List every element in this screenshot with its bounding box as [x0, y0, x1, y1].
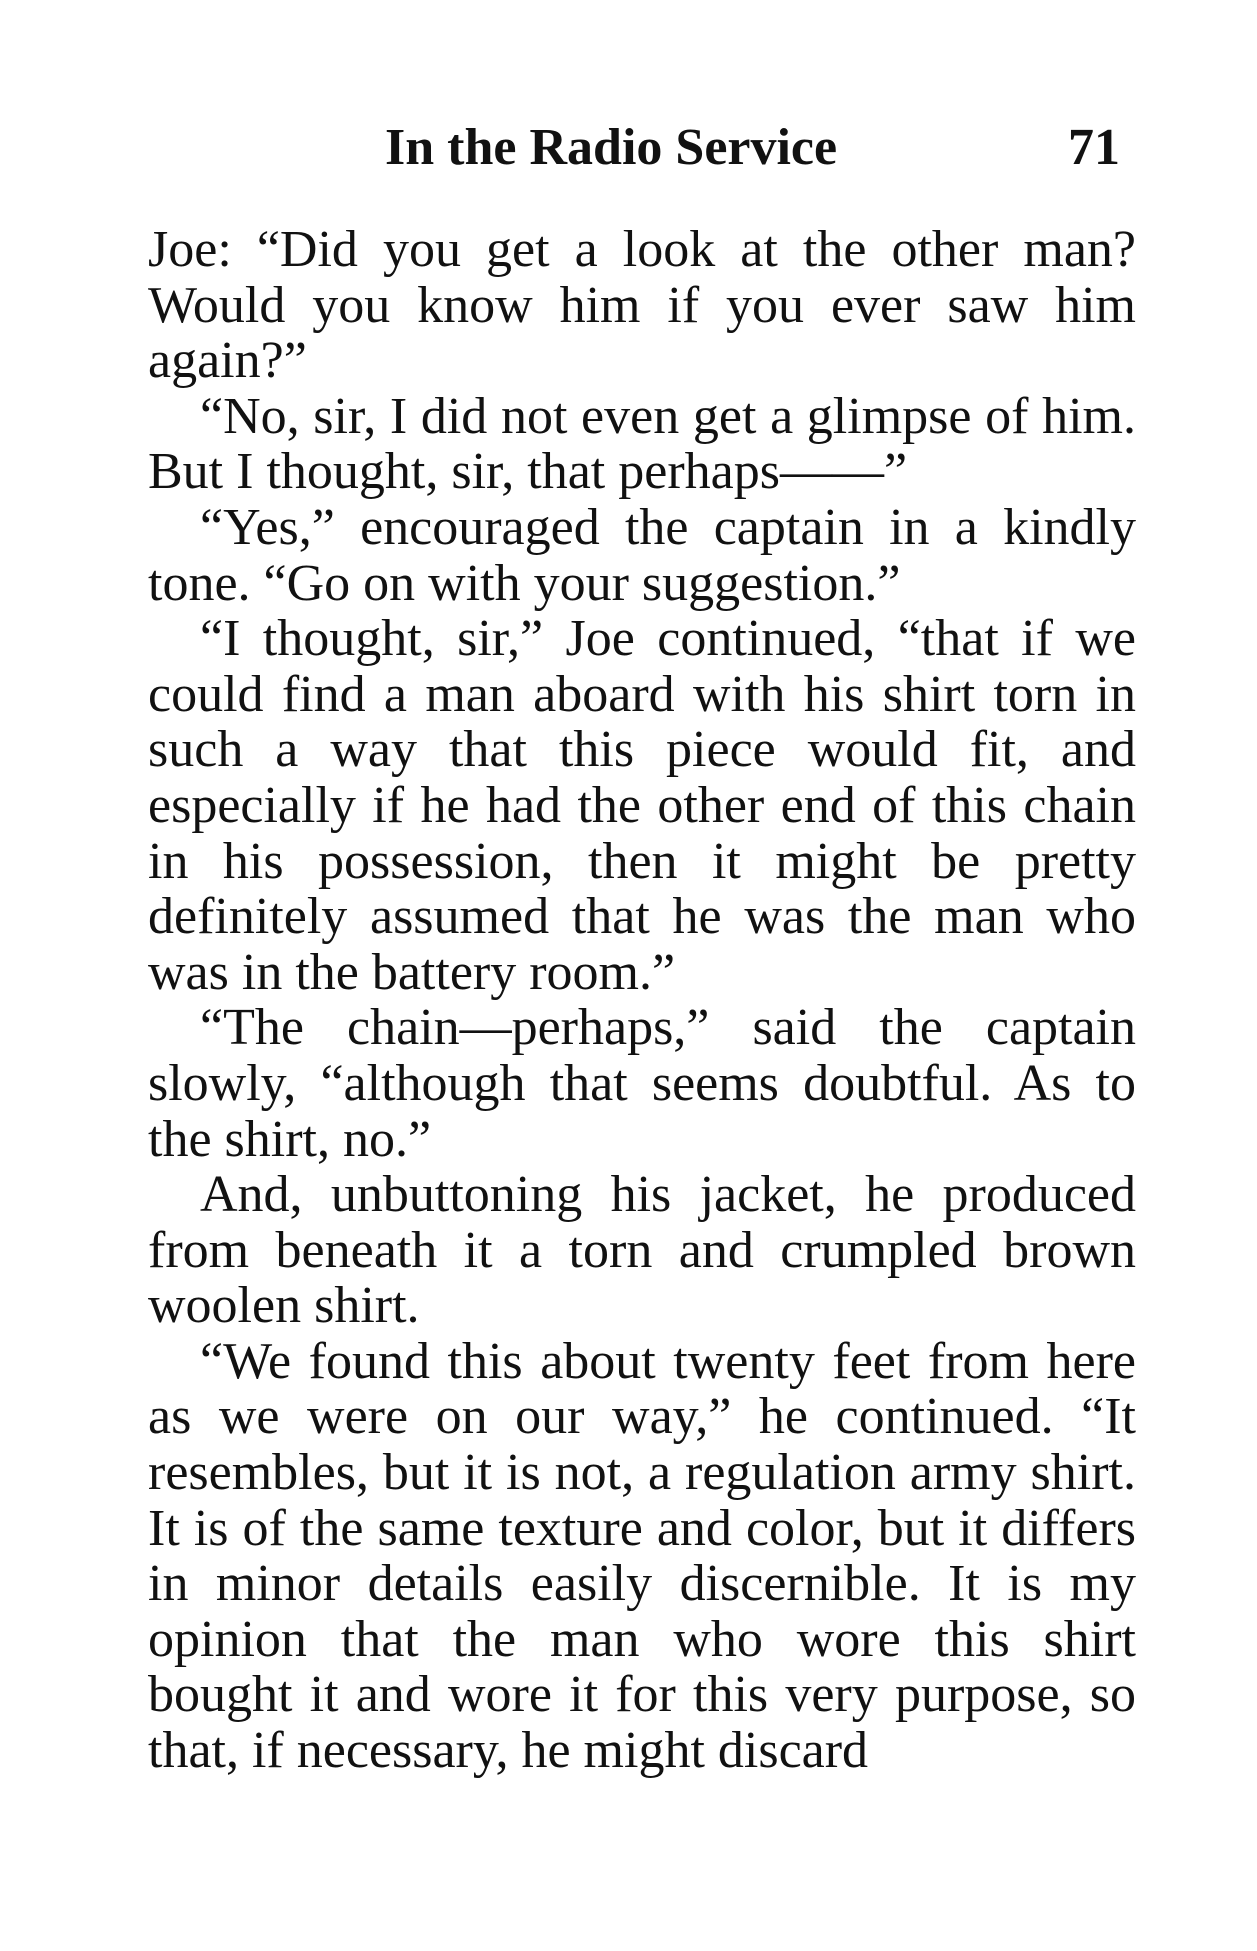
- running-header: [0, 118, 1257, 178]
- paragraph: “No, sir, I did not even get a glimpse of him. But I thought, sir, that perhaps——”: [148, 387, 1136, 501]
- running-title: In the Radio Service: [385, 119, 838, 176]
- paragraph: “We found this about twenty feet from here as we were on our way,” he continued. “It resembles, but it is not, a regulation army shirt. It is of the same texture and color, but it differs in minor details easily discernible. It is my opinion that the man who wore this shirt bought it and wore it for this very purpose, so that, if necessary, he might discard: [148, 1332, 1136, 1780]
- paragraph: “I thought, sir,” Joe continued, “that if we could find a man aboard with his shirt torn in such a way that this piece would fit, and especially if he had the other end of this chain in his possession, then it might be pretty definitely assumed that he was the man who was in the battery room.”: [148, 610, 1136, 1001]
- paragraph: “The chain—perhaps,” said the captain slowly, “although that seems doubtful. As to the shirt, no.”: [148, 999, 1136, 1168]
- paragraph: And, unbuttoning his jacket, he produced from beneath it a torn and crumpled brown woolen shirt.: [148, 1166, 1136, 1335]
- page-number: 71: [1068, 119, 1120, 176]
- body-text: [148, 222, 1136, 1779]
- paragraph: “Yes,” encouraged the captain in a kindly tone. “Go on with your suggestion.”: [148, 498, 1136, 612]
- paragraph: Joe: “Did you get a look at the other man? Would you know him if you ever saw him again?”: [148, 221, 1136, 390]
